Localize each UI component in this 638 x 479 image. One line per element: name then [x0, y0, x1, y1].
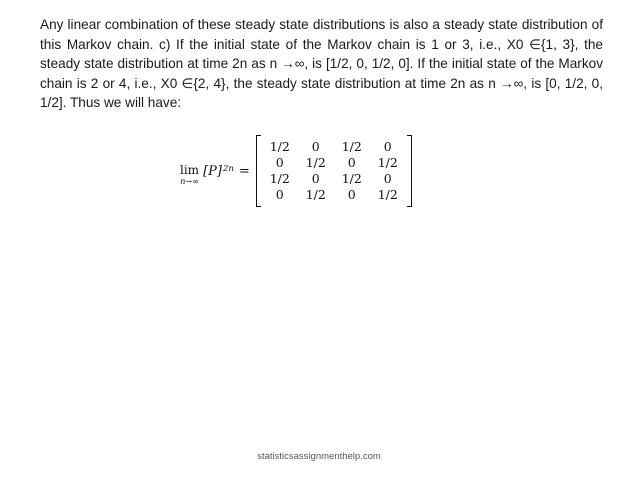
matrix-cell: 0	[311, 139, 320, 154]
matrix-cell: 1/2	[305, 155, 326, 170]
limit-equation	[180, 133, 412, 209]
matrix-cell: 1/2	[377, 155, 398, 170]
lim-word: lim	[180, 163, 200, 177]
body-paragraph: Any linear combination of these steady state distributions is also a steady state distribution of this Markov chain. c) If the initial state of the Markov chain is 1 or 3, i.e., X0 ∈{1, 3}, the steady state distribution at time 2n as n →∞, is [1/2, 0, 1/2, 0]. If the initial state of the Markov chain is 2 or 4, i.e., X0 ∈{2, 4}, the steady state distribution at time 2n as n →∞, is [0, 1/2, 0, 1/2]. Thus we will have:	[40, 17, 603, 110]
matrix-cell: 0	[383, 139, 392, 154]
matrix-cell: 0	[347, 155, 356, 170]
matrix-cell: 1/2	[377, 187, 398, 202]
equals-sign: =	[238, 163, 250, 179]
matrix-cell: 1/2	[269, 139, 290, 154]
matrix-cell: 1/2	[341, 171, 362, 186]
matrix-cell: 0	[311, 171, 320, 186]
limit-matrix	[256, 135, 412, 207]
matrix-cell: 1/2	[305, 187, 326, 202]
footer-website: statisticsassignmenthelp.com	[257, 451, 381, 462]
matrix-cell: 0	[347, 187, 356, 202]
matrix-cell: 1/2	[341, 139, 362, 154]
lim-subscript: n→∞	[180, 177, 199, 186]
matrix-variable: [P]	[203, 163, 222, 179]
matrix-cell: 0	[383, 171, 392, 186]
matrix-cell: 0	[275, 187, 284, 202]
matrix-power	[203, 164, 234, 179]
matrix-cell: 1/2	[269, 171, 290, 186]
matrix-cell: 0	[275, 155, 284, 170]
matrix-exponent: 2n	[222, 163, 234, 174]
limit-operator	[180, 164, 199, 186]
